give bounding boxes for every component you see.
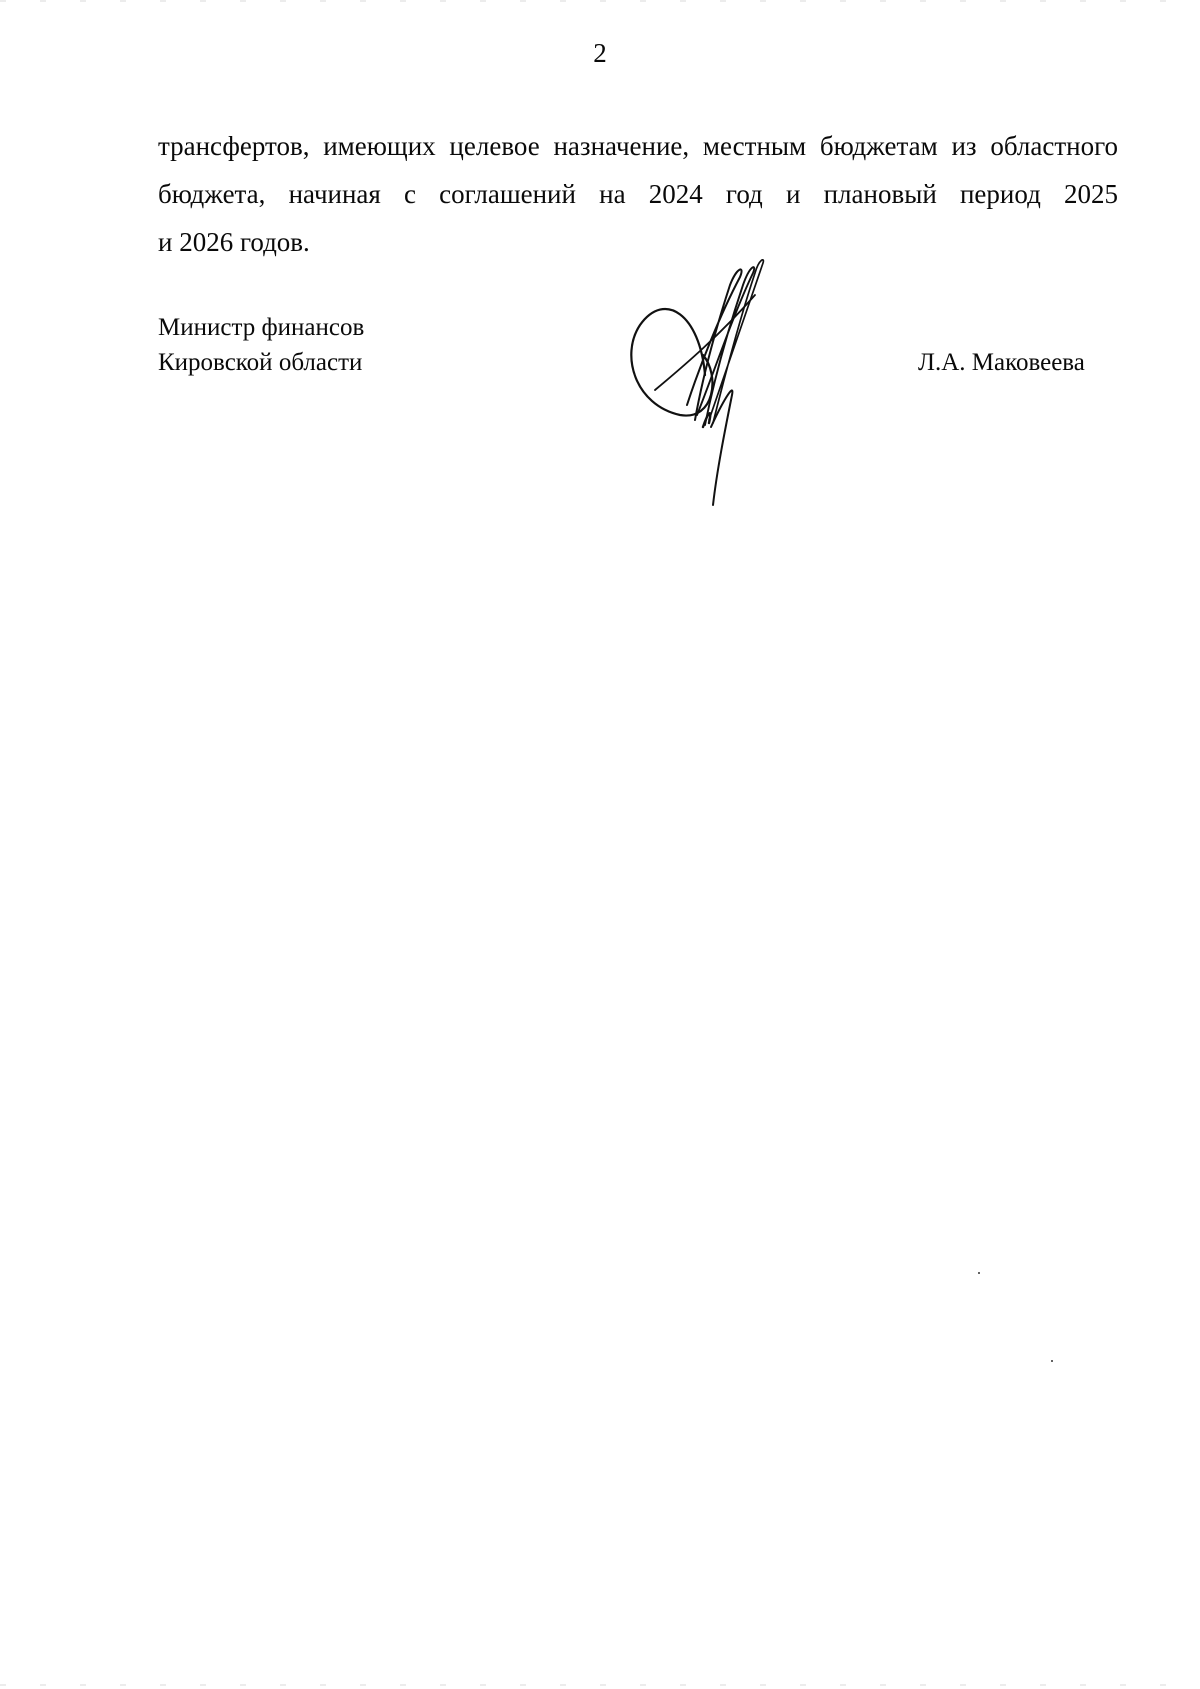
scan-edge-top (0, 0, 1200, 2)
signatory-position (158, 310, 364, 380)
handwritten-signature (625, 255, 795, 515)
position-region: Кировской области (158, 349, 363, 376)
body-line: трансфертов, имеющих целевое назначение, местным бюджетам из областного (158, 131, 1118, 161)
position-title: Министр финансов (158, 314, 365, 341)
body-line: бюджета, начиная с соглашений на 2024 год и плановый период 2025 (158, 179, 1118, 209)
scan-edge-bottom (0, 1684, 1200, 1686)
page-number: 2 (593, 38, 607, 68)
body-paragraph (158, 122, 1118, 266)
signatory-name: Л.А. Маковеева (918, 349, 1085, 376)
body-line: и 2026 годов. (158, 227, 310, 257)
scan-speck (1051, 1360, 1053, 1362)
scan-speck (978, 1272, 980, 1274)
